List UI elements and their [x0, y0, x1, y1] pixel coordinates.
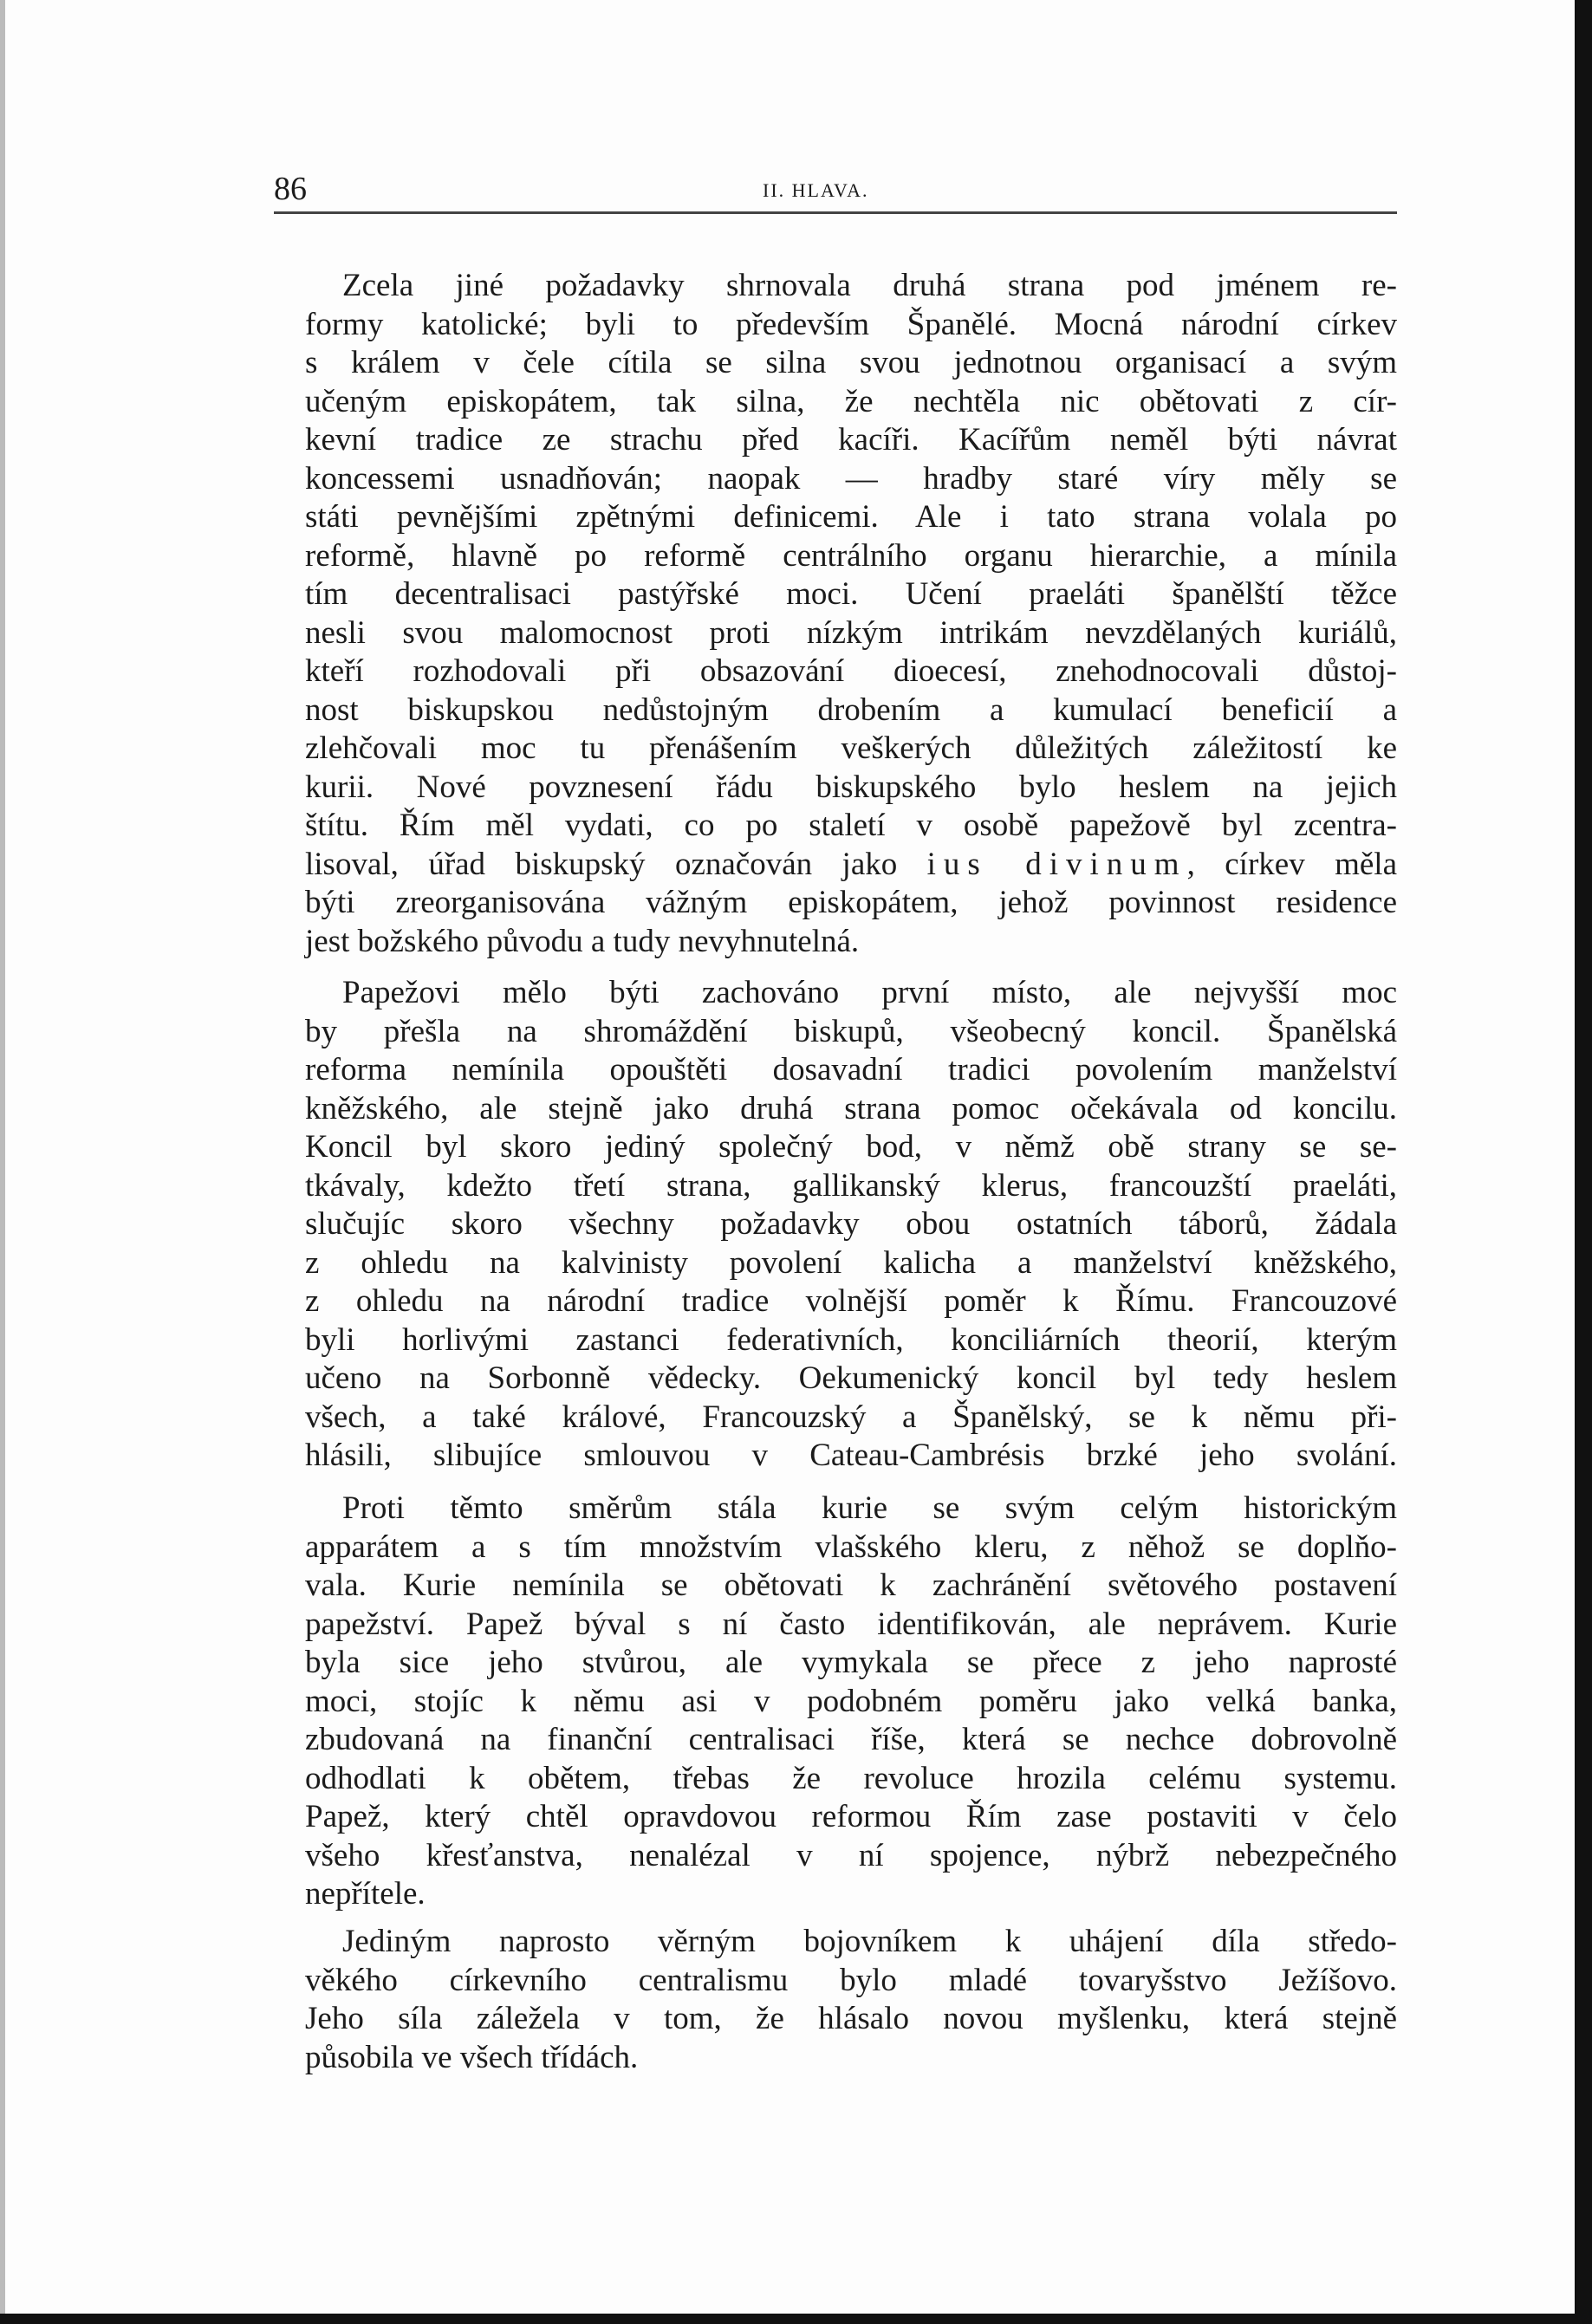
text-line: by přešla na shromáždění biskupů, všeobecný koncil. Španělská [305, 1013, 1397, 1049]
paragraph-1 [305, 267, 1397, 961]
text-line: Koncil byl skoro jediný společný bod, v němž obě strany se se- [305, 1129, 1397, 1165]
text-line: hlásili, slibujíce smlouvou v Cateau-Cambrésis brzké jeho svolání. [305, 1438, 1397, 1473]
scan-edge-bottom [0, 2314, 1592, 2324]
text-line: kněžského, ale stejně jako druhá strana pomoc očekávala od koncilu. [305, 1090, 1397, 1126]
text-line: učeným episkopátem, tak silna, že nechtěla nic obětovati z cír- [305, 383, 1397, 419]
text-line: jest božského původu a tudy nevyhnutelná. [305, 923, 860, 959]
text-segment: lisoval, úřad biskupský označován jako [305, 846, 927, 882]
text-line: všeho křesťanstva, nenalézal v ní spojence, nýbrž nebezpečného [305, 1837, 1397, 1873]
text-line: s králem v čele cítila se silna svou jednotnou organisací a svým [305, 345, 1397, 380]
scan-edge-right [1575, 0, 1592, 2324]
text-line: Zcela jiné požadavky shrnovala druhá strana pod jménem re- [342, 268, 1397, 303]
paragraph-2 [305, 974, 1397, 1476]
text-line: slučujíc skoro všechny požadavky obou ostatních táborů, žádala [305, 1206, 1397, 1242]
text-line: učeno na Sorbonně vědecky. Oekumenický koncil byl tedy heslem [305, 1360, 1397, 1396]
text-line: věkého církevního centralismu bylo mladé tovaryšstvo Ježíšovo. [305, 1962, 1397, 1998]
text-line: odhodlati k obětem, třebas že revoluce hrozila celému systemu. [305, 1760, 1397, 1796]
paragraph-3 [305, 1490, 1397, 1914]
text-line: nesli svou malomocnost proti nízkým intrikám nevzdělaných kuriálů, [305, 614, 1397, 651]
text-line: byli horlivými zastanci federativních, konciliárních theorií, kterým [305, 1321, 1397, 1358]
text-line: štítu. Řím měl vydati, co po staletí v osobě papežově byl zcentra- [305, 808, 1397, 843]
text-line: státi pevnějšími zpětnými definicemi. Ale i tato strana volala po [305, 499, 1397, 535]
text-line: Proti těmto směrům stála kurie se svým celým historickým [342, 1490, 1397, 1526]
running-title: II. HLAVA. [763, 179, 869, 201]
text-line: všech, a také králové, Francouzský a Španělský, se k němu při- [305, 1399, 1397, 1435]
text-line: nost biskupskou nedůstojným drobením a kumulací beneficií a [305, 691, 1397, 728]
text-line: moci, stojíc k němu asi v podobném poměru jako velká banka, [305, 1683, 1397, 1719]
text-line: Papežovi mělo býti zachováno první místo, ale nejvyšší moc [342, 975, 1397, 1010]
text-line: papežství. Papež býval s ní často identifikován, ale neprávem. Kurie [305, 1606, 1397, 1642]
text-line: tím decentralisaci pastýřské moci. Učení praeláti španělští těžce [305, 576, 1397, 612]
text-line: formy katolické; byli to především Španělé. Mocná národní církev [305, 306, 1397, 342]
text-line: Papež, který chtěl opravdovou reformou Řím zase postaviti v čelo [305, 1799, 1397, 1834]
text-line: nepřítele. [305, 1876, 426, 1912]
text-line: kevní tradice ze strachu před kacíři. Kacířům neměl býti návrat [305, 422, 1397, 458]
text-line: kurii. Nové povznesení řádu biskupského bylo heslem na jejich [305, 769, 1397, 805]
header-rule [274, 211, 1397, 214]
text-line: Jeho síla záležela v tom, že hlásalo novou myšlenku, která stejně [305, 2001, 1397, 2036]
scan-edge-left [0, 0, 5, 2324]
text-line: zlehčovali moc tu přenášením veškerých důležitých záležitostí ke [305, 730, 1397, 766]
text-line: působila ve všech třídách. [305, 2039, 639, 2075]
text-line: kteří rozhodovali při obsazování dioecesí, znehodnocovali důstoj- [305, 653, 1397, 689]
text-line: reforma nemínila opouštěti dosavadní tradici povolením manželství [305, 1052, 1397, 1087]
text-line: tkávaly, kdežto třetí strana, gallikanský klerus, francouzští praeláti, [305, 1167, 1397, 1204]
text-line: Jediným naprosto věrným bojovníkem k uhájení díla středo- [342, 1924, 1397, 1959]
text-line: býti zreorganisována vážným episkopátem, jehož povinnost residence [305, 885, 1397, 920]
text-line: zbudovaná na finanční centralisaci říše, která se nechce dobrovolně [305, 1722, 1397, 1757]
text-segment: , církev měla [1186, 846, 1398, 882]
paragraph-4 [305, 1923, 1397, 2077]
emphasized-term: ius divinum [926, 846, 1187, 882]
text-line: byla sice jeho stvůrou, ale vymykala se přece z jeho naprosté [305, 1645, 1397, 1680]
text-line: apparátem a s tím množstvím vlašského kleru, z něhož se doplňo- [305, 1529, 1397, 1565]
text-line: reformě, hlavně po reformě centrálního organu hierarchie, a mínila [305, 537, 1397, 574]
text-line [305, 846, 1397, 885]
text-line: vala. Kurie nemínila se obětovati k zachránění světového postavení [305, 1568, 1397, 1603]
text-line: koncessemi usnadňován; naopak — hradby staré víry měly se [305, 460, 1397, 497]
text-line: z ohledu na kalvinisty povolení kalicha a manželství kněžského, [305, 1244, 1397, 1281]
text-line: z ohledu na národní tradice volnější poměr k Římu. Francouzové [305, 1283, 1397, 1319]
page-number: 86 [274, 171, 307, 207]
